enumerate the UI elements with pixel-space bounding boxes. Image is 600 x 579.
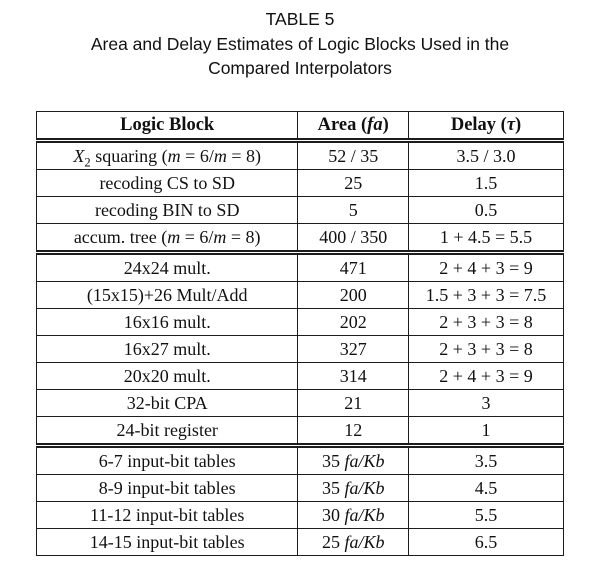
- cell-delay: [409, 282, 564, 309]
- table-caption: [0, 8, 600, 80]
- cell-text: 5.5: [474, 505, 498, 526]
- cell-text: 8-9 input-bit tables: [98, 478, 236, 499]
- cell-area: [298, 197, 409, 224]
- cell-delay: [409, 417, 564, 446]
- cell-text: 1: [481, 420, 491, 441]
- cell-text: 20x20 mult.: [123, 366, 211, 387]
- cell-delay: [409, 141, 564, 170]
- table-row: [37, 502, 564, 529]
- cell-text: 2 + 3 + 3 = 8: [439, 339, 533, 360]
- cell-text: = 8): [226, 227, 261, 248]
- cell-text: 200: [339, 285, 367, 306]
- cell-area: [298, 309, 409, 336]
- cell-text: recoding BIN to SD: [94, 200, 240, 221]
- cell-text: 24x24 mult.: [123, 258, 211, 279]
- table-row: [37, 363, 564, 390]
- math-var: τ: [506, 115, 516, 136]
- logic-blocks-table: [36, 111, 564, 556]
- cell-area: [298, 336, 409, 363]
- cell-text: 2 + 4 + 3 = 9: [439, 366, 533, 387]
- cell-text: 32-bit CPA: [126, 393, 208, 414]
- cell-delay: [409, 502, 564, 529]
- cell-text: 35: [321, 451, 345, 472]
- table-header: [37, 112, 564, 141]
- cell-logic-block: [37, 390, 298, 417]
- cell-text: = 6/: [180, 146, 214, 167]
- cell-text: Delay (: [450, 115, 507, 136]
- cell-text: 6-7 input-bit tables: [98, 451, 236, 472]
- cell-text: 1.5: [474, 173, 498, 194]
- cell-text: 52 / 35: [328, 146, 379, 167]
- cell-logic-block: [37, 529, 298, 556]
- table-row: [37, 253, 564, 282]
- cell-delay: [409, 197, 564, 224]
- cell-delay: [409, 363, 564, 390]
- cell-text: 21: [344, 393, 363, 414]
- math-var: fa: [367, 115, 383, 136]
- cell-area: [298, 502, 409, 529]
- cell-text: 3.5 / 3.0: [456, 146, 516, 167]
- table-row: [37, 529, 564, 556]
- cell-text: = 6/: [180, 227, 214, 248]
- math-var: X: [73, 146, 85, 167]
- cell-text: 16x27 mult.: [123, 339, 211, 360]
- cell-delay: [409, 309, 564, 336]
- math-var: m: [167, 227, 181, 248]
- header-row: [37, 112, 564, 141]
- cell-text: 25: [321, 532, 345, 553]
- cell-area: [298, 253, 409, 282]
- cell-delay: [409, 336, 564, 363]
- cell-text: ): [382, 115, 389, 136]
- cell-logic-block: [37, 309, 298, 336]
- cell-text: 2 + 3 + 3 = 8: [439, 312, 533, 333]
- cell-text: Logic Block: [120, 115, 215, 136]
- table-title-line1: Area and Delay Estimates of Logic Blocks Used in the: [90, 33, 510, 54]
- subscript: 2: [84, 155, 91, 170]
- cell-logic-block: [37, 446, 298, 475]
- table-title-line2: Compared Interpolators: [208, 57, 392, 78]
- cell-text: 202: [339, 312, 367, 333]
- cell-delay: [409, 224, 564, 253]
- cell-text: 25: [344, 173, 363, 194]
- table-row: [37, 282, 564, 309]
- cell-delay: [409, 446, 564, 475]
- cell-text: 1.5 + 3 + 3 = 7.5: [425, 285, 547, 306]
- math-var: m: [213, 227, 227, 248]
- cell-text: squaring (: [90, 146, 168, 167]
- cell-area: [298, 475, 409, 502]
- cell-logic-block: [37, 253, 298, 282]
- math-var: m: [167, 146, 181, 167]
- cell-text: 5: [348, 200, 358, 221]
- table-row: [37, 417, 564, 446]
- cell-text: ): [515, 115, 522, 136]
- cell-delay: [409, 390, 564, 417]
- cell-text: 3.5: [474, 451, 498, 472]
- cell-area: [298, 417, 409, 446]
- cell-delay: [409, 253, 564, 282]
- cell-area: [298, 224, 409, 253]
- cell-text: accum. tree (: [73, 227, 168, 248]
- table-row: [37, 224, 564, 253]
- cell-text: 4.5: [474, 478, 498, 499]
- table-row: [37, 475, 564, 502]
- cell-logic-block: [37, 224, 298, 253]
- table-body: [37, 141, 564, 556]
- cell-text: 314: [339, 366, 367, 387]
- cell-text: 471: [339, 258, 367, 279]
- cell-text: 400 / 350: [319, 227, 388, 248]
- cell-text: = 8): [226, 146, 261, 167]
- math-var: fa/Kb: [344, 505, 385, 526]
- table-row: [37, 336, 564, 363]
- cell-text: 6.5: [474, 532, 498, 553]
- cell-text: 30: [321, 505, 345, 526]
- cell-delay: [409, 529, 564, 556]
- cell-area: [298, 529, 409, 556]
- cell-text: 12: [344, 420, 363, 441]
- cell-logic-block: [37, 336, 298, 363]
- column-header-logic-block: [37, 112, 298, 141]
- cell-logic-block: [37, 141, 298, 170]
- cell-logic-block: [37, 282, 298, 309]
- cell-text: 0.5: [474, 200, 498, 221]
- math-var: fa/Kb: [344, 478, 385, 499]
- cell-logic-block: [37, 363, 298, 390]
- table-number: TABLE 5: [265, 9, 335, 29]
- cell-text: (15x15)+26 Mult/Add: [86, 285, 248, 306]
- cell-area: [298, 390, 409, 417]
- cell-logic-block: [37, 475, 298, 502]
- math-var: m: [213, 146, 227, 167]
- cell-text: 2 + 4 + 3 = 9: [439, 258, 533, 279]
- cell-text: 1 + 4.5 = 5.5: [439, 227, 533, 248]
- math-var: fa/Kb: [344, 532, 385, 553]
- cell-delay: [409, 475, 564, 502]
- cell-logic-block: [37, 170, 298, 197]
- cell-text: 3: [481, 393, 491, 414]
- cell-text: 327: [339, 339, 367, 360]
- column-header-delay: [409, 112, 564, 141]
- cell-area: [298, 170, 409, 197]
- column-header-area: [298, 112, 409, 141]
- table-row: [37, 390, 564, 417]
- cell-text: Area (: [317, 115, 368, 136]
- cell-area: [298, 446, 409, 475]
- cell-area: [298, 282, 409, 309]
- cell-text: 14-15 input-bit tables: [89, 532, 245, 553]
- math-var: fa/Kb: [344, 451, 385, 472]
- table-row: [37, 197, 564, 224]
- table-row: [37, 309, 564, 336]
- cell-area: [298, 363, 409, 390]
- table-row: [37, 170, 564, 197]
- cell-text: 11-12 input-bit tables: [90, 505, 245, 526]
- cell-area: [298, 141, 409, 170]
- cell-text: recoding CS to SD: [99, 173, 235, 194]
- table-row: [37, 446, 564, 475]
- cell-text: 24-bit register: [116, 420, 218, 441]
- cell-text: 35: [321, 478, 345, 499]
- cell-text: 16x16 mult.: [123, 312, 211, 333]
- cell-logic-block: [37, 197, 298, 224]
- cell-logic-block: [37, 502, 298, 529]
- cell-logic-block: [37, 417, 298, 446]
- table-row: [37, 141, 564, 170]
- cell-delay: [409, 170, 564, 197]
